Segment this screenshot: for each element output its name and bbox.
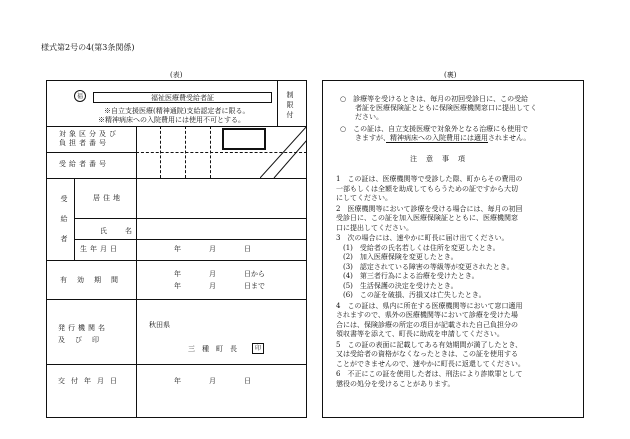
back-bullet-2b: きますが、精神病床への入院費用には適用されません。: [355, 134, 531, 142]
welfare-circle-mark: 福: [74, 90, 86, 102]
issue-date-label: 交付年月日: [58, 377, 123, 385]
note-line: 4 この証は、県内に所在する医療機関等において窓口適用: [336, 301, 523, 310]
note-line: ことができませんので、速やかに町長に返還してください。: [336, 359, 525, 368]
birth-date-value: 年 月 日: [174, 245, 251, 253]
note-line: 1 この証は、医療機関等で受診した際、町からその費用の: [336, 175, 523, 183]
note-line: (5) 生活保護の決定を受けたとき。: [343, 281, 458, 290]
note-line: されますので、県外の医療機関等において診療を受けた場: [336, 311, 518, 319]
issuer-prefecture: 秋田県: [149, 321, 170, 329]
recipient-number-label: 受給者番号: [59, 160, 109, 168]
notice-line-2: ※精神病床への入院費用には使用不可とする。: [98, 116, 245, 124]
note-line: (6) この証を破損、汚損又は亡失したとき。: [343, 291, 486, 299]
note-line: (4) 第三者行為による治療を受けたとき。: [343, 272, 479, 280]
birth-date-label: 生年月日: [80, 245, 120, 253]
notes-title: 注 意 事 項: [410, 155, 466, 163]
card-title: 福祉医療費受給者証: [151, 94, 214, 102]
form-number: 様式第2号の4(第3条関係): [41, 43, 135, 52]
back-side-label: (裏): [444, 71, 457, 79]
valid-period-label: 有効期間: [60, 276, 128, 284]
note-line: 領収書等を添えて、町長に助成を申請してください。: [336, 330, 504, 338]
issue-date-value: 年 月 日: [174, 377, 251, 385]
target-category-label-b: 負担者番号: [59, 139, 109, 147]
recipient-group-label: 受給者: [60, 195, 68, 243]
address-label: 居住地: [93, 194, 123, 202]
valid-from-value: 年 月 日から: [174, 270, 265, 278]
note-line: 懲役の処分を受けることがあります。: [336, 379, 455, 388]
back-bullet-1b: 者証を医療保険証とともに保険医療機関窓口に提出してく: [355, 104, 537, 112]
note-line: 3 次の場合には、速やかに町長に届け出てください。: [336, 234, 509, 242]
issuer-label-b: 及び印: [58, 336, 109, 344]
note-line: 一部もしくは全額を助成してもらうための証ですから大切: [336, 184, 518, 193]
note-line: 6 不正にこの証を使用した者は、刑法により詐欺罪として: [336, 370, 523, 378]
notice-line-1: ※自立支援医療(精神通院)支給認定者に限る。: [104, 107, 250, 115]
restricted-stamp: 制限付: [286, 91, 294, 119]
note-line: にしてください。: [336, 194, 392, 202]
back-bullet-2: ○ この証は、自立支援医療で対象外となる治療にも使用で: [340, 125, 529, 133]
note-line: 又は受給者の資格がなくなったときは、この証を使用する: [336, 350, 518, 358]
note-line: (3) 認定されている障害の等級等が変更されたとき。: [343, 262, 514, 271]
note-line: 合には、保険診療の所定の項目が記載された自己負担分の: [336, 320, 518, 329]
issuer-label-a: 発行機関名: [58, 324, 108, 332]
note-line: (1) 受給者の氏名若しくは住所を変更したとき。: [343, 243, 500, 252]
valid-to-value: 年 月 日まで: [174, 282, 265, 290]
front-side-label: (表): [170, 71, 183, 79]
official-seal: 印: [252, 343, 264, 354]
back-bullet-1: ○ 診療等を受けるときは、毎月の初回受診日に、この受給: [340, 95, 529, 103]
name-label: 氏名: [100, 227, 150, 235]
note-line: 2 医療機関等において診療を受ける場合には、毎月の初回: [336, 204, 523, 213]
note-line: 口に提出してください。: [336, 223, 413, 232]
corner-hatch: [260, 126, 307, 178]
back-bullet-1c: ださい。: [355, 113, 383, 121]
issuer-town: 三 種 町 長: [188, 345, 237, 353]
note-line: 受診日に、この証を加入医療保険証とともに、医療機関窓: [336, 214, 518, 222]
target-category-label-a: 対象区分及び: [59, 130, 119, 138]
note-line: (2) 加入医療保険を変更したとき。: [343, 253, 458, 261]
note-line: 5 この証の表面に記載してある有効期間が満了したとき、: [336, 340, 523, 349]
